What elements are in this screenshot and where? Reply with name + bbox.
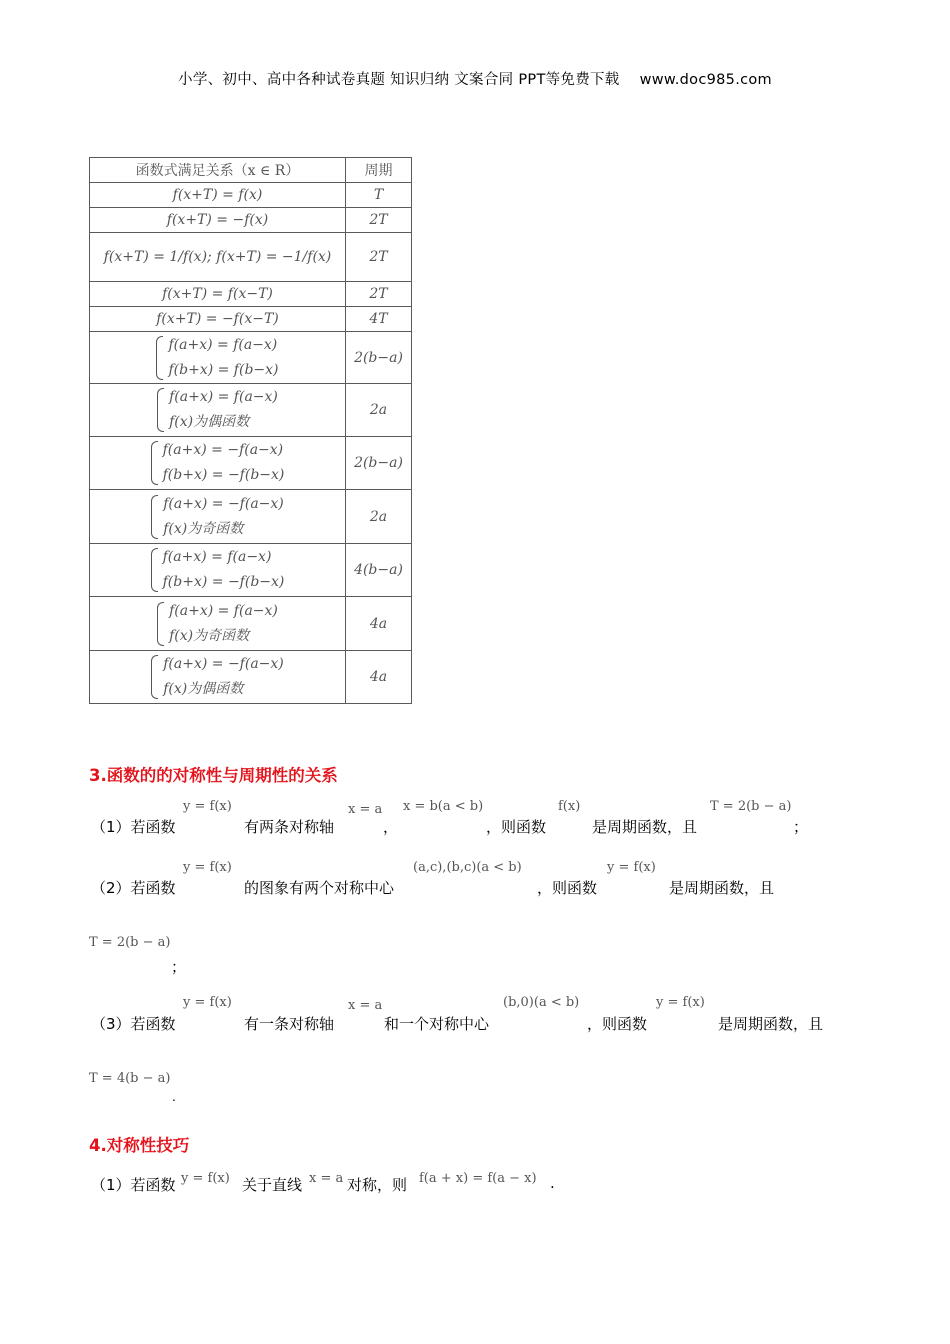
row-period: 4T — [346, 307, 412, 332]
p3-and: 和一个对称中心 — [384, 1015, 490, 1033]
header-period: 周期 — [346, 158, 412, 183]
row-formula: f(x+T) = −f(x) — [90, 208, 346, 233]
s4-p1-lead: （1）若函数 — [91, 1176, 176, 1194]
header-site[interactable]: www.doc985.com — [639, 72, 772, 88]
p2-lead: （2）若函数 — [91, 879, 176, 897]
row-formula-2: f(x)为奇函数 — [163, 520, 244, 537]
p1-mid: 有两条对称轴 — [244, 818, 335, 836]
section4-title: 4.对称性技巧 — [89, 1136, 190, 1155]
p3-lead: （3）若函数 — [91, 1015, 176, 1033]
formula-y-fx-2: y = f(x) — [656, 995, 705, 1010]
p1-tail: 是周期函数，且 — [592, 818, 698, 836]
formula-eq: f(a + x) = f(a − x) — [419, 1171, 537, 1186]
table-row — [90, 332, 412, 384]
table-row — [90, 208, 412, 233]
formula-y-fx: y = f(x) — [183, 860, 232, 875]
row-period: 2(b−a) — [346, 332, 412, 384]
p1-lead: （1）若函数 — [91, 818, 176, 836]
row-formula-1: f(a+x) = f(a−x) — [169, 602, 278, 619]
table-row — [90, 544, 412, 597]
row-period: 2a — [346, 490, 412, 544]
table-row — [90, 437, 412, 490]
p3-mid: 有一条对称轴 — [244, 1015, 335, 1033]
row-formula-1: f(a+x) = f(a−x) — [169, 389, 278, 405]
s4-p1-end: . — [550, 1174, 555, 1192]
p3-tail: 是周期函数，且 — [718, 1015, 824, 1033]
table-row — [90, 651, 412, 704]
p2-tail: 是周期函数，且 — [669, 879, 775, 897]
formula-center: (b,0)(a < b) — [503, 995, 580, 1010]
header-text: 小学、初中、高中各种试卷真题 知识归纳 文案合同 PPT等免费下载 — [178, 72, 620, 88]
formula-y-fx-2: y = f(x) — [607, 860, 656, 875]
table-row — [90, 597, 412, 651]
table-header-row — [90, 158, 412, 183]
formula-centers: (a,c),(b,c)(a < b) — [413, 860, 522, 875]
formula-y-fx: y = f(x) — [183, 995, 232, 1010]
p1-then: ，则函数 — [486, 818, 547, 836]
formula-T: T = 4(b − a) — [89, 1071, 171, 1086]
row-period: 2T — [346, 282, 412, 307]
row-formula-1: f(a+x) = −f(a−x) — [162, 442, 284, 458]
row-period: 4a — [346, 651, 412, 704]
row-formula-2: f(x)为奇函数 — [169, 627, 250, 644]
p1-comma: ， — [383, 818, 399, 836]
p1-end: ； — [793, 818, 809, 836]
row-period: 4a — [346, 597, 412, 651]
formula-x-b: x = b(a < b) — [403, 799, 484, 814]
p3-then: ，则函数 — [587, 1015, 648, 1033]
row-formula: f(x+T) = 1/f(x); f(x+T) = −1/f(x) — [90, 233, 346, 282]
row-formula-2: f(b+x) = −f(b−x) — [162, 467, 285, 483]
page-header — [0, 68, 950, 89]
row-formula-1: f(a+x) = −f(a−x) — [163, 656, 284, 672]
table-row — [90, 183, 412, 208]
table-row — [90, 490, 412, 544]
row-period: 2T — [346, 208, 412, 233]
row-period: 2(b−a) — [346, 437, 412, 490]
formula-fx: f(x) — [558, 799, 581, 814]
row-formula-2: f(b+x) = f(b−x) — [168, 361, 279, 378]
row-formula-1: f(a+x) = −f(a−x) — [163, 495, 284, 512]
row-period: 2T — [346, 233, 412, 282]
row-period: T — [346, 183, 412, 208]
formula-T: T = 2(b − a) — [89, 935, 171, 950]
table-row — [90, 233, 412, 282]
row-formula-1: f(a+x) = f(a−x) — [168, 336, 278, 353]
s4-p1-mid: 关于直线 — [242, 1176, 303, 1194]
formula-x-a: x = a — [309, 1171, 344, 1186]
row-formula: f(x+T) = f(x−T) — [90, 282, 346, 307]
formula-x-a: x = a — [348, 802, 383, 817]
p2-end: ； — [171, 958, 187, 976]
p3-end: . — [172, 1090, 176, 1104]
row-formula-2: f(x)为偶函数 — [163, 681, 244, 697]
formula-x-a: x = a — [348, 998, 383, 1013]
table-row — [90, 307, 412, 332]
row-formula-1: f(a+x) = f(a−x) — [162, 549, 272, 565]
formula-T: T = 2(b − a) — [710, 799, 792, 814]
row-period: 4(b−a) — [346, 544, 412, 597]
table-row — [90, 384, 412, 437]
formula-y-fx: y = f(x) — [183, 799, 232, 814]
row-period: 2a — [346, 384, 412, 437]
row-formula: f(x+T) = −f(x−T) — [90, 307, 346, 332]
s4-p1-mid2: 对称，则 — [347, 1176, 408, 1194]
p2-then: ，则函数 — [537, 879, 598, 897]
period-table — [89, 157, 412, 704]
header-formula: 函数式满足关系（x ∈ R） — [90, 158, 346, 183]
row-formula-2: f(b+x) = −f(b−x) — [162, 574, 285, 590]
formula-y-fx: y = f(x) — [181, 1171, 230, 1186]
table-row — [90, 282, 412, 307]
p2-mid: 的图象有两个对称中心 — [244, 879, 395, 897]
section3-title: 3.函数的的对称性与周期性的关系 — [89, 766, 338, 785]
row-formula-2: f(x)为偶函数 — [169, 414, 250, 430]
row-formula: f(x+T) = f(x) — [90, 183, 346, 208]
